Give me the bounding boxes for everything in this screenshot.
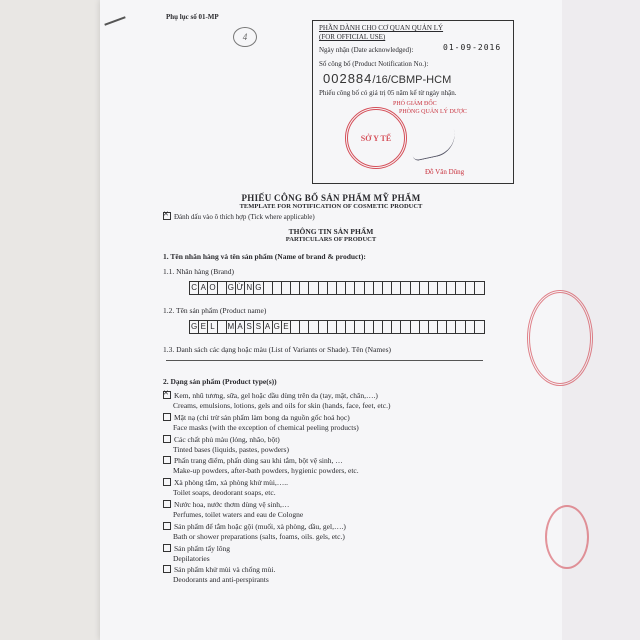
checkbox[interactable] (163, 478, 171, 486)
seal-text: SỞ Y TẾ (360, 133, 392, 143)
grid-cell[interactable] (328, 282, 337, 294)
grid-cell[interactable]: A (236, 321, 245, 333)
option-label-vi: Nước hoa, nước thơm dùng vệ sinh,… (174, 500, 290, 509)
deputy-director-title: PHÓ GIÁM ĐỐC (393, 101, 437, 107)
option-label-vi: Mặt nạ (chỉ trừ sản phẩm làm bong da nguồn gốc hoá học) (174, 412, 350, 422)
grid-cell[interactable]: A (264, 321, 273, 333)
signer-name: Đỗ Văn Dũng (425, 168, 465, 176)
option-label-en: Creams, emulsions, lotions, gels and oils for skin (hands, face, feet, etc.) (173, 401, 391, 410)
option-label-en: Make-up powders, after-bath powders, hygienic powders, etc. (173, 466, 359, 476)
grid-cell[interactable] (374, 282, 383, 294)
partial-stamp (545, 505, 589, 569)
grid-cell[interactable] (374, 321, 383, 333)
grid-cell[interactable] (420, 282, 429, 294)
grid-cell[interactable]: E (199, 321, 208, 333)
grid-cell[interactable] (466, 321, 475, 333)
grid-cell[interactable] (392, 282, 401, 294)
official-use-box (312, 20, 514, 184)
grid-cell[interactable] (218, 321, 227, 333)
grid-cell[interactable] (401, 282, 410, 294)
grid-cell[interactable]: O (209, 283, 216, 292)
grid-cell[interactable] (456, 282, 465, 294)
option-label-vi: Các chất phủ màu (lỏng, nhão, bột) (174, 434, 280, 444)
grid-cell[interactable]: E (282, 321, 291, 333)
grid-cell[interactable] (466, 282, 475, 294)
product-type-option[interactable] (163, 500, 289, 509)
product-type-option[interactable] (163, 391, 378, 400)
product-name-input-grid[interactable] (189, 320, 485, 334)
checked-checkbox[interactable] (163, 391, 171, 399)
grid-cell[interactable] (218, 282, 227, 294)
grid-cell[interactable] (337, 321, 346, 333)
particulars-title-en: PARTICULARS OF PRODUCT (285, 236, 377, 243)
option-label-vi: Sản phẩm tẩy lông (174, 543, 231, 553)
option-label-vi: Sản phẩm để tắm hoặc gội (muối, xà phòng, dầu, gel,….) (174, 521, 346, 531)
checkbox[interactable] (163, 565, 171, 573)
grid-cell[interactable] (429, 321, 438, 333)
number-value: 002884 (323, 71, 373, 86)
handwritten-number: 4 (233, 27, 257, 47)
grid-cell[interactable]: G (255, 283, 262, 292)
grid-cell[interactable] (355, 282, 364, 294)
brand-label: 1.1. Nhãn hàng (Brand) (163, 267, 235, 276)
particulars-title-vi: THÔNG TIN SẢN PHẨM (288, 227, 374, 236)
grid-cell[interactable] (438, 282, 447, 294)
option-label-en: Toilet soaps, deodorant soaps, etc. (173, 488, 276, 498)
grid-cell[interactable] (411, 321, 420, 333)
grid-cell[interactable] (337, 282, 346, 294)
grid-cell[interactable] (392, 321, 401, 333)
grid-cell[interactable]: G (190, 322, 198, 331)
official-heading-en: (FOR OFFICIAL USE) (319, 33, 386, 41)
grid-cell[interactable] (355, 321, 364, 333)
grid-cell[interactable] (447, 282, 456, 294)
grid-cell[interactable] (411, 282, 420, 294)
grid-cell[interactable] (273, 282, 282, 294)
grid-cell[interactable]: Ừ (236, 283, 244, 292)
option-label-en: Tinted bases (liquids, pastes, powders) (173, 444, 289, 454)
grid-cell[interactable] (475, 321, 484, 333)
grid-cell[interactable] (456, 321, 465, 333)
grid-cell[interactable]: A (199, 282, 208, 294)
notification-number (323, 71, 451, 86)
grid-cell[interactable]: S (245, 321, 254, 333)
option-label-vi: Phấn trang điểm, phấn dùng sau khi tắm, bột vệ sinh, … (174, 456, 343, 466)
checkbox[interactable] (163, 413, 171, 421)
grid-cell[interactable] (291, 282, 300, 294)
tick-note (163, 212, 315, 221)
grid-cell[interactable]: G (227, 283, 234, 292)
variants-line (166, 360, 483, 361)
department-title: PHÒNG QUẢN LÝ DƯỢC (399, 109, 467, 115)
grid-cell[interactable] (300, 321, 309, 333)
grid-cell[interactable] (383, 321, 392, 333)
checkbox[interactable] (163, 544, 171, 552)
product-name-label: 1.2. Tên sản phẩm (Product name) (163, 306, 267, 315)
grid-cell[interactable]: S (254, 321, 263, 333)
grid-cell[interactable] (300, 282, 309, 294)
grid-cell[interactable] (328, 321, 337, 333)
grid-cell[interactable]: C (190, 282, 199, 294)
grid-cell[interactable] (309, 282, 318, 294)
number-label: Số công bố (Product Notification No.): (319, 60, 429, 68)
option-label-en: Deodorants and anti-perspirants (173, 575, 269, 585)
grid-cell[interactable] (438, 321, 447, 333)
appendix-label: Phụ lục số 01-MP (166, 13, 219, 21)
grid-cell[interactable] (447, 321, 456, 333)
grid-cell[interactable] (365, 282, 374, 294)
checkbox[interactable] (163, 522, 171, 530)
official-heading-vi: PHẦN DÀNH CHO CƠ QUAN QUẢN LÝ (319, 24, 444, 32)
product-type-option[interactable] (163, 565, 275, 574)
grid-cell[interactable] (346, 282, 355, 294)
grid-cell[interactable] (282, 282, 291, 294)
product-type-option[interactable] (163, 544, 230, 553)
date-label: Ngày nhận (Date acknowledged): (319, 46, 414, 54)
variants-label: 1.3. Danh sách các dạng hoặc màu (List of Variants or Shade). Tên (Names) (163, 345, 391, 354)
signature (409, 129, 459, 161)
option-label-vi: Kem, nhũ tương, sữa, gel hoặc dầu dùng trên da (tay, mặt, chân,….) (174, 391, 378, 400)
option-label-en: Perfumes, toilet waters and eau de Cologne (173, 510, 304, 519)
section-1-heading: 1. Tên nhãn hàng và tên sản phẩm (Name of brand & product): (163, 252, 366, 261)
grid-cell[interactable] (291, 321, 300, 333)
product-type-option[interactable] (163, 413, 350, 422)
checkbox[interactable] (163, 456, 171, 464)
checkbox[interactable] (163, 500, 171, 508)
form-title-vi: PHIẾU CÔNG BỐ SẢN PHẨM MỸ PHẨM (241, 193, 421, 203)
grid-cell[interactable] (475, 282, 484, 294)
grid-cell[interactable]: G (273, 322, 280, 331)
grid-cell[interactable]: M (227, 322, 235, 331)
grid-cell[interactable] (309, 321, 318, 333)
grid-cell[interactable] (420, 321, 429, 333)
form-title-en: TEMPLATE FOR NOTIFICATION OF COSMETIC PRODUCT (239, 203, 423, 210)
tick-note-text: Đánh dấu vào ô thích hợp (Tick where applicable) (174, 213, 315, 221)
section-2-heading: 2. Dạng sản phẩm (Product type(s)) (163, 377, 277, 386)
brand-input-grid[interactable] (189, 281, 485, 295)
grid-cell[interactable] (319, 321, 328, 333)
grid-cell[interactable] (264, 282, 273, 294)
grid-cell[interactable]: N (245, 282, 254, 294)
number-suffix: /16/CBMP-HCM (372, 74, 452, 86)
checkbox[interactable] (163, 435, 171, 443)
validity-note: Phiếu công bố có giá trị 05 năm kể từ ngày nhận. (319, 89, 457, 97)
option-label-vi: Xà phòng tắm, xà phòng khử mùi,….. (174, 478, 289, 488)
grid-cell[interactable] (365, 321, 374, 333)
option-label-vi: Sản phẩm khử mùi và chống mùi. (174, 565, 276, 575)
grid-cell[interactable] (429, 282, 438, 294)
option-label-en: Face masks (with the exception of chemical peeling products) (173, 422, 359, 432)
product-type-option[interactable] (163, 435, 280, 444)
grid-cell[interactable]: L (208, 321, 217, 333)
date-value: 01-09-2016 (443, 43, 502, 52)
grid-cell[interactable] (346, 321, 355, 333)
product-type-option[interactable] (163, 522, 346, 531)
partial-stamp (527, 290, 593, 386)
grid-cell[interactable] (383, 282, 392, 294)
checkbox-icon (163, 212, 171, 220)
product-type-option[interactable] (163, 478, 288, 487)
grid-cell[interactable] (401, 321, 410, 333)
product-type-option[interactable] (163, 456, 343, 465)
grid-cell[interactable] (319, 282, 328, 294)
option-label-en: Bath or shower preparations (salts, foams, oils. gels, etc.) (173, 531, 345, 541)
official-seal (345, 107, 407, 169)
option-label-en: Depilatories (173, 553, 210, 563)
